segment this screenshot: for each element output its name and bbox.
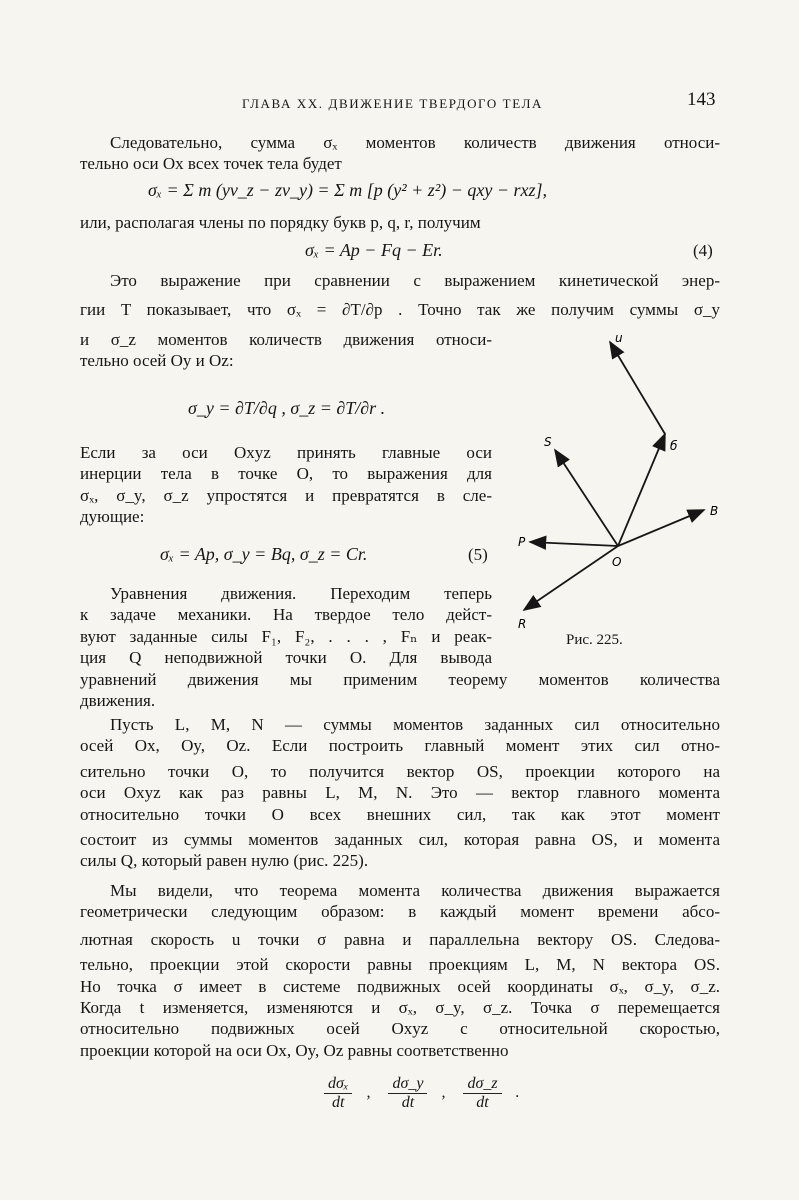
equation-number-5: (5) (468, 545, 488, 564)
text-line: вуют заданные силы F₁, F₂, . . . , Fₙ и реак- (80, 626, 492, 646)
axis-r (524, 546, 618, 610)
formula-partials: σ_y = ∂T/∂q , σ_z = ∂T/∂r . (188, 398, 386, 418)
text-line: или, располагая члены по порядку букв p, q, r, получим (80, 213, 481, 232)
fraction-numerator: dσ_y (388, 1075, 427, 1094)
formula-sigma-x-sum: σₓ = Σ m (yv_z − zv_y) = Σ m [p (y² + z²) − qxy − rxz], (148, 180, 547, 200)
label-o: O (612, 555, 622, 569)
equation-5: σₓ = Ap, σ_y = Bq, σ_z = Cr. (160, 544, 368, 564)
label-sigma: б (670, 439, 678, 453)
paragraph-2 (80, 212, 720, 233)
text-line: Это выражение при сравнении с выражением кинетической энер- (110, 271, 720, 290)
text-line: движения. (80, 691, 156, 711)
fraction-denominator: dt (331, 1094, 345, 1111)
text-line: состоит из суммы моментов заданных сил, которая равна OS, и момента (80, 830, 720, 850)
paragraph-7 (80, 880, 720, 1061)
fraction-dsigma-y (388, 1075, 427, 1112)
fraction-denominator: dt (401, 1094, 415, 1111)
equation-4: σₓ = Ap − Fq − Er. (305, 240, 443, 260)
vector-s (555, 450, 618, 546)
fraction-dsigma-x (324, 1075, 352, 1112)
fraction-separator: , (441, 1084, 446, 1102)
paragraph-1 (80, 132, 720, 175)
running-title: ГЛАВА XX. ДВИЖЕНИЕ ТВЕРДОГО ТЕЛА (242, 96, 543, 111)
text-line: гии T показывает, что σₓ = ∂T/∂p . Точно так же получим суммы σ_y (80, 300, 720, 320)
fraction-numerator: dσₓ (324, 1075, 352, 1094)
text-line: инерции тела в точке O, то выражения для (80, 464, 492, 484)
text-line: силы Q, который равен нулю (рис. 225). (80, 851, 369, 871)
label-b: B (710, 504, 719, 518)
text-line: геометрически следующим образом: в каждый момент времени абсо- (80, 902, 720, 922)
text-line: тельно осей Oy и Oz: (80, 351, 234, 371)
vector-u (610, 342, 665, 434)
label-u: u (615, 331, 623, 345)
text-line: Следовательно, сумма σₓ моментов количеств движения относи- (110, 133, 720, 152)
text-line: проекции которой на оси Ox, Oy, Oz равны соответственно (80, 1040, 509, 1060)
label-s: S (544, 435, 552, 449)
text-line: осей Ox, Oy, Oz. Если построить главный момент этих сил отно- (80, 736, 720, 756)
figure-caption: Рис. 225. (566, 632, 623, 648)
text-line: уравнений движения мы применим теорему моментов количества (80, 669, 720, 689)
fraction-denominator: dt (476, 1094, 489, 1111)
fraction-separator: . (515, 1084, 520, 1102)
fraction-separator: , (366, 1084, 371, 1102)
paragraph-4 (80, 442, 492, 528)
text-line: σₓ, σ_y, σ_z упростятся и превратятся в сле- (80, 485, 492, 505)
text-line: Мы видели, что теорема момента количества движения выражается (110, 881, 720, 900)
text-line: тельно оси Ox всех точек тела будет (80, 154, 342, 174)
text-line: Когда t изменяется, изменяются и σₓ, σ_y, σ_z. Точка σ перемещается (80, 998, 720, 1018)
fraction-dsigma-z (463, 1075, 501, 1112)
text-line: ция Q неподвижной точки O. Для вывода (80, 648, 492, 668)
equation-number-4: (4) (693, 241, 713, 260)
text-line: лютная скорость u точки σ равна и параллельна вектору OS. Следова- (80, 929, 720, 949)
text-line: относительно точки O всех внешних сил, так как этот момент (80, 804, 720, 824)
text-line: к задаче механики. На твердое тело дейст- (80, 605, 492, 625)
label-p: P (518, 535, 526, 549)
text-line: Но точка σ имеет в системе подвижных осей координаты σₓ, σ_y, σ_z. (80, 976, 720, 996)
text-line: Если за оси Oxyz принять главные оси (80, 443, 492, 462)
page-number: 143 (687, 89, 716, 110)
text-line: оси Oxyz как раз равны L, M, N. Это — вектор главного момента (80, 783, 720, 803)
text-line: тельно, проекции этой скорости равны проекциям L, M, N вектора OS. (80, 955, 720, 975)
text-line: Пусть L, M, N — суммы моментов заданных сил относительно (110, 715, 720, 734)
text-line: сительно точки O, то получится вектор OS, проекции которого на (80, 761, 720, 781)
text-line: и σ_z моментов количеств движения относи- (80, 329, 492, 349)
text-line: Уравнения движения. Переходим теперь (110, 584, 492, 603)
label-r: R (518, 617, 527, 630)
fraction-numerator: dσ_z (463, 1075, 501, 1094)
text-line: относительно подвижных осей Oxyz с относительной скоростью, (80, 1019, 720, 1039)
figure-225-diagram (510, 330, 730, 630)
text-line: дующие: (80, 507, 145, 527)
axis-p (530, 542, 618, 546)
derivative-fractions (310, 1075, 520, 1112)
paragraph-6 (80, 714, 720, 872)
